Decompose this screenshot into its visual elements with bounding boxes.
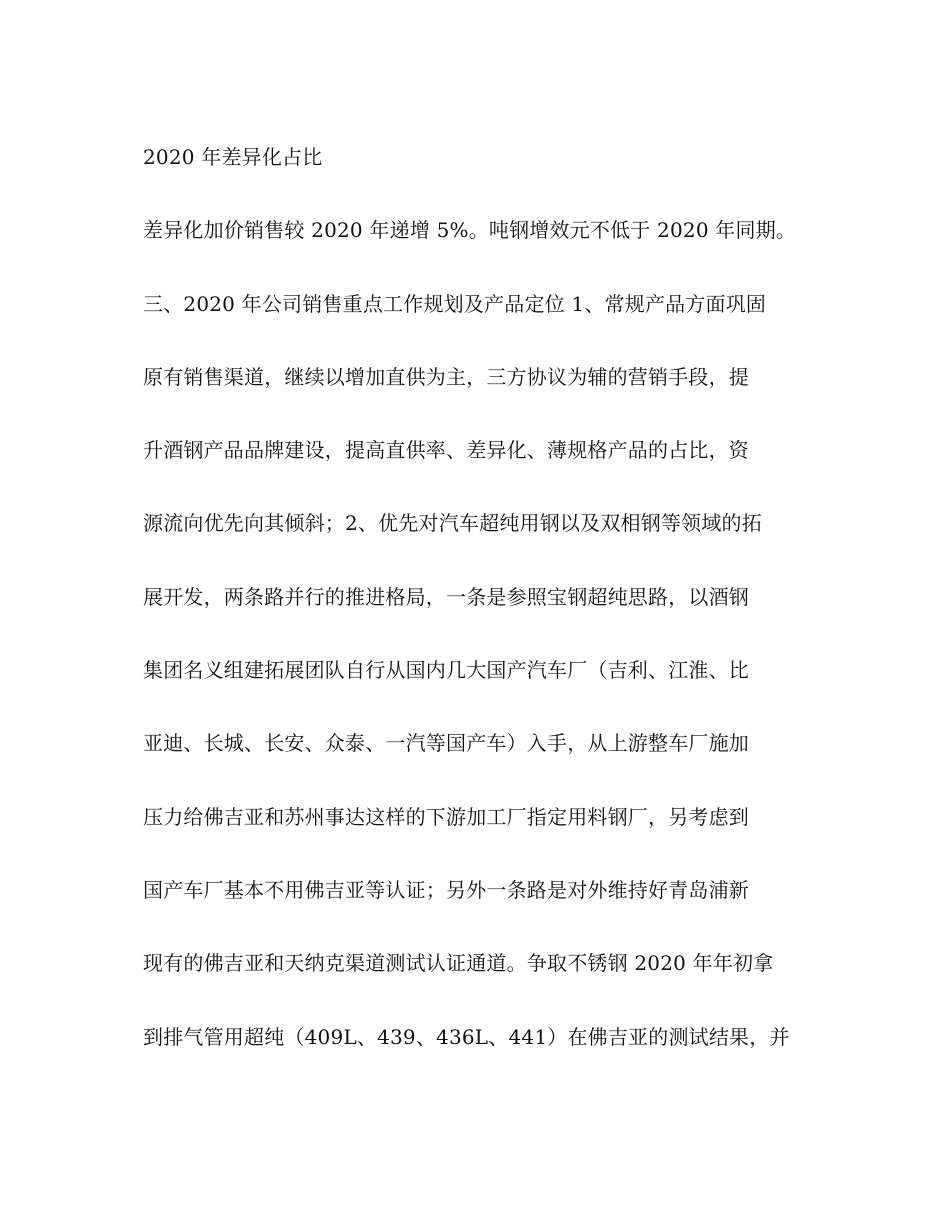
text-line: 到排气管用超纯（409L、439、436L、441）在佛吉亚的测试结果，并 (143, 1024, 790, 1049)
text-line: 压力给佛吉亚和苏州事达这样的下游加工厂指定用料钢厂，另考虑到 (143, 804, 749, 829)
text-line: 差异化加价销售较 2020 年递增 5%。吨钢增效元不低于 2020 年同期。 (143, 218, 797, 243)
text-line: 展开发，两条路并行的推进格局，一条是参照宝钢超纯思路，以酒钢 (143, 584, 749, 609)
text-line: 现有的佛吉亚和天纳克渠道测试认证通道。争取不锈钢 2020 年年初拿 (143, 951, 774, 976)
text-line: 三、2020 年公司销售重点工作规划及产品定位 1、常规产品方面巩固 (143, 291, 767, 316)
text-line: 升酒钢产品品牌建设，提高直供率、差异化、薄规格产品的占比，资 (143, 438, 749, 463)
text-line: 亚迪、长城、长安、众泰、一汽等国产车）入手，从上游整车厂施加 (143, 731, 749, 756)
document-body (143, 142, 813, 1095)
text-line: 国产车厂基本不用佛吉亚等认证；另外一条路是对外维持好青岛浦新 (143, 877, 749, 902)
text-line: 集团名义组建拓展团队自行从国内几大国产汽车厂（吉利、江淮、比 (143, 658, 749, 683)
text-line-heading: 2020 年差异化占比 (143, 145, 323, 169)
text-line: 原有销售渠道，继续以增加直供为主，三方协议为辅的营销手段，提 (143, 364, 749, 389)
text-line: 源流向优先向其倾斜；2、优先对汽车超纯用钢以及双相钢等领域的拓 (143, 511, 762, 536)
